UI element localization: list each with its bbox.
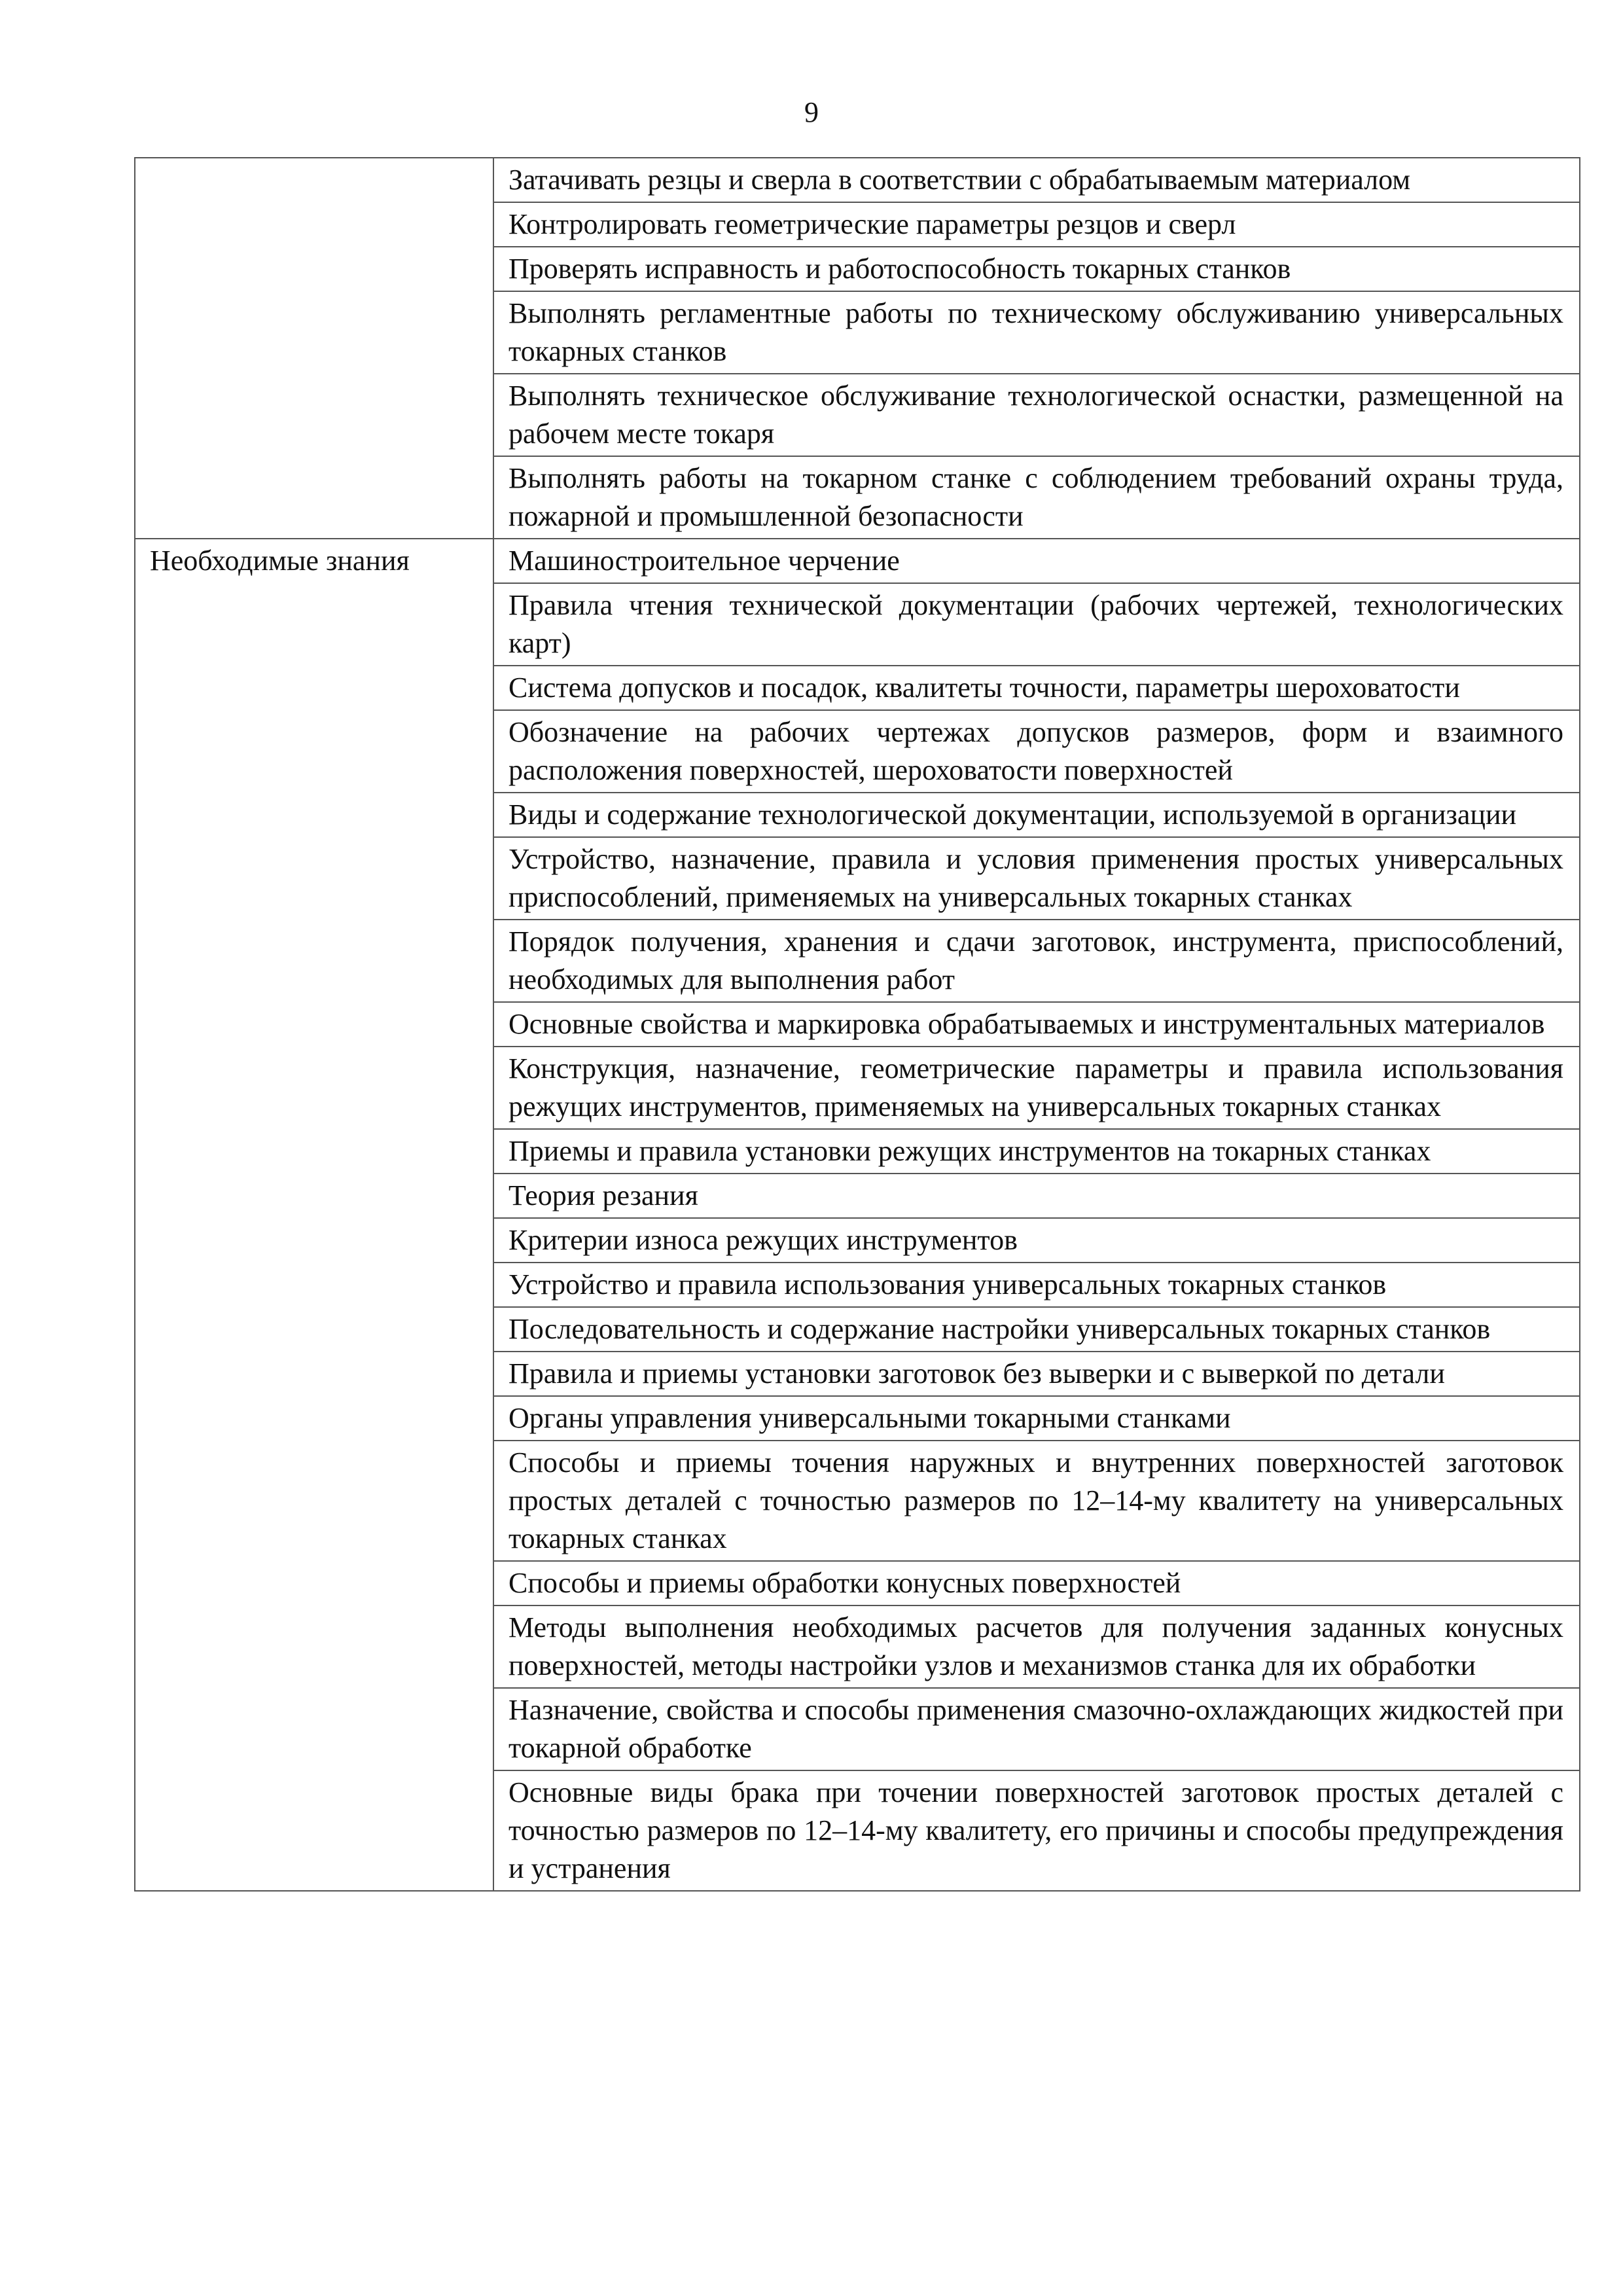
knowledge-item: Последовательность и содержание настройки универсальных токарных станков [493, 1307, 1580, 1352]
knowledge-item: Конструкция, назначение, геометрические параметры и правила использования режущих инструментов, применяемых на универсальных токарных станках [493, 1047, 1580, 1129]
skill-item: Выполнять работы на токарном станке с соблюдением требований охраны труда, пожарной и промышленной безопасности [493, 456, 1580, 539]
knowledge-item: Методы выполнения необходимых расчетов для получения заданных конусных поверхностей, методы настройки узлов и механизмов станка для их обработки [493, 1605, 1580, 1688]
knowledge-item: Органы управления универсальными токарными станками [493, 1396, 1580, 1441]
knowledge-item: Правила и приемы установки заготовок без выверки и с выверкой по детали [493, 1352, 1580, 1396]
knowledge-item: Назначение, свойства и способы применения смазочно-охлаждающих жидкостей при токарной обработке [493, 1688, 1580, 1770]
requirements-table [134, 157, 1580, 1892]
knowledge-item: Устройство, назначение, правила и условия применения простых универсальных приспособлений, применяемых на универсальных токарных станках [493, 837, 1580, 920]
knowledge-item: Устройство и правила использования универсальных токарных станков [493, 1263, 1580, 1307]
knowledge-label: Необходимые знания [135, 539, 493, 1891]
skill-item: Выполнять регламентные работы по техническому обслуживанию универсальных токарных станков [493, 291, 1580, 374]
table-row [135, 539, 1580, 583]
knowledge-item: Способы и приемы точения наружных и внутренних поверхностей заготовок простых деталей с точностью размеров по 12–14-му квалитету на универсальных токарных станках [493, 1441, 1580, 1561]
knowledge-item: Порядок получения, хранения и сдачи заготовок, инструмента, приспособлений, необходимых для выполнения работ [493, 920, 1580, 1002]
knowledge-item: Виды и содержание технологической документации, используемой в организации [493, 793, 1580, 837]
knowledge-item: Система допусков и посадок, квалитеты точности, параметры шероховатости [493, 666, 1580, 710]
knowledge-item: Критерии износа режущих инструментов [493, 1218, 1580, 1263]
knowledge-item: Способы и приемы обработки конусных поверхностей [493, 1561, 1580, 1605]
page-number: 9 [804, 96, 819, 128]
knowledge-item: Правила чтения технической документации (рабочих чертежей, технологических карт) [493, 583, 1580, 666]
knowledge-item: Основные свойства и маркировка обрабатываемых и инструментальных материалов [493, 1002, 1580, 1047]
knowledge-item: Основные виды брака при точении поверхностей заготовок простых деталей с точностью размеров по 12–14-му квалитету, его причины и способы предупреждения и устранения [493, 1770, 1580, 1891]
knowledge-item: Машиностроительное черчение [493, 539, 1580, 583]
skills-label-cell-continued [135, 158, 493, 539]
skill-item: Проверять исправность и работоспособность токарных станков [493, 247, 1580, 291]
knowledge-item: Приемы и правила установки режущих инструментов на токарных станках [493, 1129, 1580, 1174]
skill-item: Контролировать геометрические параметры резцов и сверл [493, 202, 1580, 247]
table-row [135, 158, 1580, 202]
knowledge-item: Теория резания [493, 1174, 1580, 1218]
knowledge-item: Обозначение на рабочих чертежах допусков размеров, форм и взаимного расположения поверхностей, шероховатости поверхностей [493, 710, 1580, 793]
skill-item: Выполнять техническое обслуживание технологической оснастки, размещенной на рабочем месте токаря [493, 374, 1580, 456]
skill-item: Затачивать резцы и сверла в соответствии с обрабатываемым материалом [493, 158, 1580, 202]
